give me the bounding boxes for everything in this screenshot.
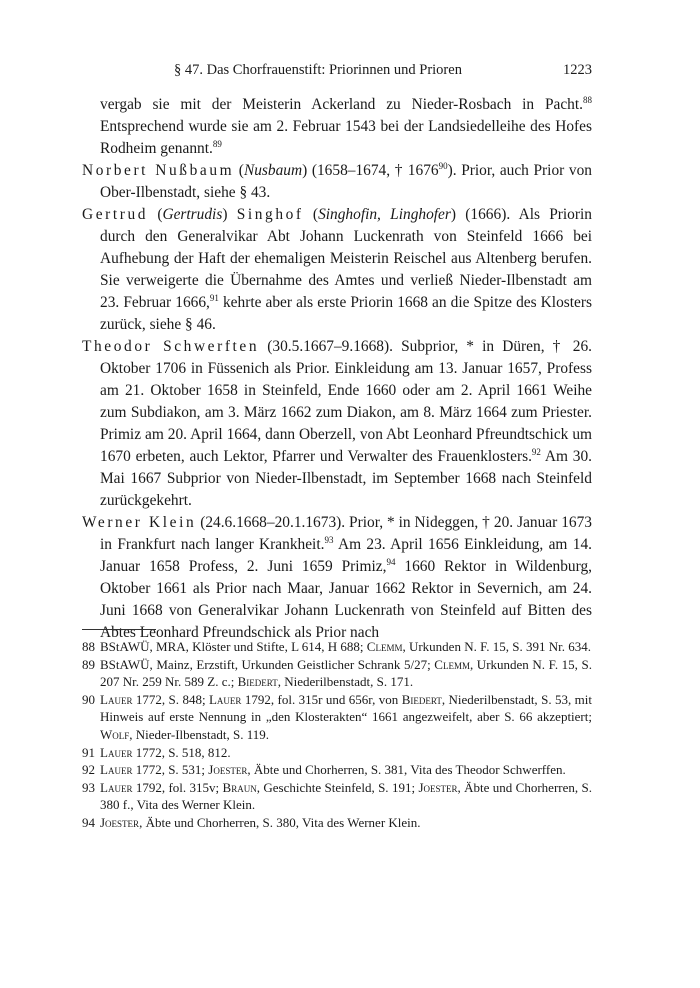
footnote-number: 91: [82, 744, 95, 760]
entry-werner-klein: Werner Klein (24.6.1668–20.1.1673). Prior, * in Nideggen, † 20. Januar 1673 in Frankfurt nach langer Krankheit.$^{93}$ Am 23. April 1656 Einkleidung, am 14. Januar 1658 Profess, 2. Juni 1659 Primiz,$^{94}$ 1660 Rektor in Wildenburg, Oktober 1661 als Prior nach Maar, Januar 1662 Rektor in Severnich, am 24. Juni 1668 von Generalvikar Johann Luckenrath von Steinfeld auf Bitten des Abtes Leonhard Pfreundschick als Prior nach: [82, 514, 593, 641]
running-header: [82, 62, 592, 82]
footnote-90: 90 Lauer 1772, S. 848; Lauer 1792, fol. 315r und 656r, von Biedert, Niederilbenstadt, S. 53, mit Hinweis auf erste Nennung in „den Klosterakten“ 1661 angezweifelt, aber S. 66 akzeptiert; Wolf, Nieder-Ilbenstadt, S. 119.: [82, 691, 593, 742]
footnote-93: 93 Lauer 1792, fol. 315v; Braun, Geschichte Steinfeld, S. 191; Joester, Äbte und Chorherren, S. 380 f., Vita des Werner Klein.: [82, 779, 592, 813]
footnote-ref[interactable]: 91: [209, 293, 219, 303]
footnotes: [82, 638, 592, 832]
footnote-ref[interactable]: 94: [386, 557, 396, 567]
footnote-94: 94 Joester, Äbte und Chorherren, S. 380, Vita des Werner Klein.: [82, 814, 421, 830]
footnote-91: 91 Lauer 1772, S. 518, 812.: [82, 744, 231, 760]
entry-gertrud-singhof: Gertrud (Gertrudis) Singhof (Singhofin, Linghofer) (1666). Als Priorin durch den Generalvikar Abt Johann Luckenrath von Steinfeld 1666 bei Aufhebung der Haft der ehemaligen Meisterin Reischel aus Altenberg berufen. Sie verweigerte die Übernahme des Amtes und verließ Nieder-Ilbenstadt am 23. Februar 1666,91 kehrte aber als erste Priorin 1668 an die Spitze des Klosters zurück, siehe § 46.: [82, 206, 592, 333]
paragraph-continuation: vergab sie mit der Meisterin Ackerland zu Nieder-Rosbach in Pacht.$^{88}$ Entsprechend wurde sie am 2. Februar 1543 bei der Landsiedelleihe des Hofes Rodheim genannt.$^{89}$: [100, 95, 592, 157]
entry-alias: Gertrudis: [162, 206, 223, 223]
entry-alias: Singhofin, Linghofer: [318, 206, 451, 223]
footnote-ref[interactable]: 90: [438, 161, 448, 171]
footnote-ref[interactable]: 88: [583, 95, 592, 105]
entry-name: Gertrud: [82, 206, 149, 223]
footnote-number: 92: [82, 762, 95, 778]
page-number: 1223: [563, 62, 592, 78]
footnote-number: 94: [82, 814, 95, 830]
footnote-ref[interactable]: 89: [212, 139, 222, 149]
entry-name: Norbert Nußbaum: [82, 162, 235, 179]
footnote-number: 93: [82, 779, 95, 795]
entry-alias: Nusbaum: [243, 162, 303, 179]
main-text: [82, 94, 592, 644]
footnote-separator: [82, 629, 156, 630]
footnote-88: 88 BStAWÜ, MRA, Klöster und Stifte, L 614, H 688; Clemm, Urkunden N. F. 15, S. 391 Nr. 634.: [82, 639, 591, 654]
footnote-number: 88: [82, 639, 95, 654]
footnote-ref[interactable]: 93: [324, 535, 334, 545]
footnote-89: 89 BStAWÜ, Mainz, Erzstift, Urkunden Geistlicher Schrank 5/27; Clemm, Urkunden N. F. 15, S. 207 Nr. 259 Nr. 589 Z. c.; Biedert, Niederilbenstadt, S. 171.: [82, 656, 592, 690]
footnote-ref[interactable]: 92: [531, 447, 541, 457]
entry-norbert-nussbaum: Norbert Nußbaum (Nusbaum) (1658–1674, † 1676$^{90}$). Prior, auch Prior von Ober-Ilbenstadt, siehe § 43.: [82, 161, 592, 201]
running-title: § 47. Das Chorfrauenstift: Priorinnen und Prioren: [174, 62, 462, 78]
footnote-number: 89: [82, 656, 95, 672]
footnote-number: 90: [82, 691, 95, 707]
entry-name: Theodor Schwerften: [82, 338, 260, 355]
entry-name: Werner Klein: [82, 514, 197, 531]
entry-theodor-schwerften: Theodor Schwerften (30.5.1667–9.1668). Subprior, * in Düren, † 26. Oktober 1706 in Füssenich als Prior. Einkleidung am 13. Januar 1657, Profess am 21. Oktober 1658 in Steinfeld, Ende 1660 oder am 2. April 1661 Weihe zum Subdiakon, am 3. März 1662 zum Diakon, am 8. März 1664 zum Priester. Primiz am 20. April 1664, dann Oberzell, von Abt Leonhard Pfreundtschick um 1670 erbeten, auch Lektor, Pfarrer und Verwalter des Frauenklosters.$^{92}$ Am 30. Mai 1667 Subprior von Nieder-Ilbenstadt, im September 1668 nach Steinfeld zurückgekehrt.: [82, 338, 592, 509]
footnote-92: 92 Lauer 1772, S. 531; Joester, Äbte und Chorherren, S. 381, Vita des Theodor Schwerffen.: [82, 762, 566, 778]
entry-name: Singhof: [236, 206, 304, 223]
